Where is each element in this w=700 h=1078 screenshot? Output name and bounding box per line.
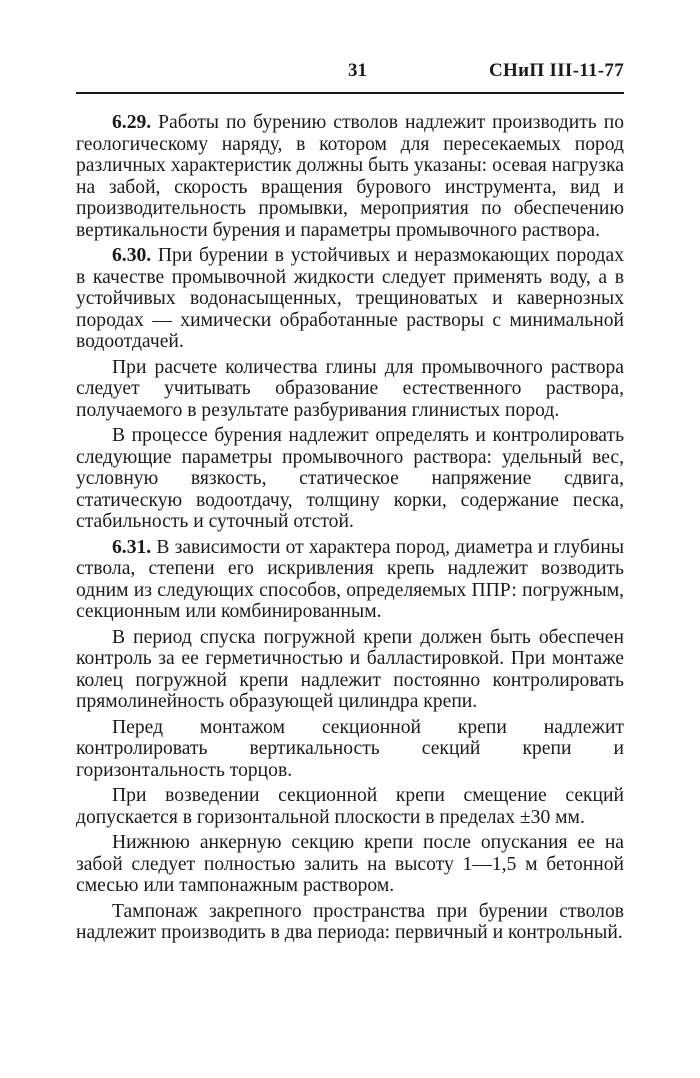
header-rule <box>76 92 624 94</box>
paragraph-clay-calculation <box>76 357 624 422</box>
paragraph-text: При расчете количества глины для промывочного раствора следует учитывать образование естественного раствора, получаемого в результате разбуривания глинистых пород. <box>76 356 624 421</box>
paragraph-text: В период спуска погружной крепи должен быть обеспечен контроль за ее герметичностью и балластировкой. При монтаже колец погружной крепи надлежит постоянно контролировать прямолинейность образующей цилиндра крепи. <box>76 626 624 712</box>
paragraph-text: Нижнюю анкерную секцию крепи после опускания ее на забой следует полностью залить на высоту 1—1,5 м бетонной смесью или тампонажным раствором. <box>76 832 624 896</box>
paragraph-text: Тампонаж закрепного пространства при бурении стволов надлежит производить в два периода: первичный и контрольный. <box>76 900 624 943</box>
body-text <box>76 112 624 948</box>
clause-number: 6.30. <box>112 245 152 266</box>
paragraph-sectional-mounting <box>76 717 624 782</box>
clause-number: 6.29. <box>112 112 152 133</box>
page-header <box>76 60 624 94</box>
paragraph-section-offset <box>76 785 624 828</box>
page-number: 31 <box>348 60 367 81</box>
paragraph-grouting <box>76 901 624 944</box>
document-code: СНиП III-11-77 <box>489 60 624 81</box>
paragraph-6-30 <box>76 245 624 353</box>
paragraph-text: При бурении в устойчивых и неразмокающих породах в качестве промывочной жидкости следует применять воду, а в устойчивых водонасыщенных, трещиноватых и кавернозных породах — химически обработанные растворы с минимальной водоотдачей. <box>76 245 624 352</box>
paragraph-submersible-lining <box>76 627 624 713</box>
paragraph-text: Перед монтажом секционной крепи надлежит контролировать вертикальность секций крепи и горизонтальность торцов. <box>76 716 624 781</box>
paragraph-6-31 <box>76 537 624 623</box>
paragraph-text: В процессе бурения надлежит определять и контролировать следующие параметры промывочного раствора: удельный вес, условную вязкость, статическое напряжение сдвига, статическую водоотдачу, толщину корки, содержание песка, стабильность и суточный отстой. <box>76 425 624 532</box>
paragraph-text: В зависимости от характера пород, диаметра и глубины ствола, степени его искривления крепь надлежит возводить одним из следующих способов, определяемых ППР: погружным, секционным или комбинированным. <box>76 536 624 622</box>
paragraph-anchor-section <box>76 832 624 897</box>
paragraph-6-29 <box>76 112 624 241</box>
paragraph-fluid-parameters <box>76 425 624 533</box>
paragraph-text: При возведении секционной крепи смещение секций допускается в горизонтальной плоскости в пределах ±30 мм. <box>76 785 624 828</box>
clause-number: 6.31. <box>112 536 152 558</box>
paragraph-text: Работы по бурению стволов надлежит производить по геологическому наряду, в котором для пересекаемых пород различных характеристик должны быть указаны: осевая нагрузка на забой, скорость вращения бурового инструмента, вид и производительность промывки, мероприятия по обеспечению вертикальности бурения и параметры промывочного раствора. <box>76 112 624 241</box>
